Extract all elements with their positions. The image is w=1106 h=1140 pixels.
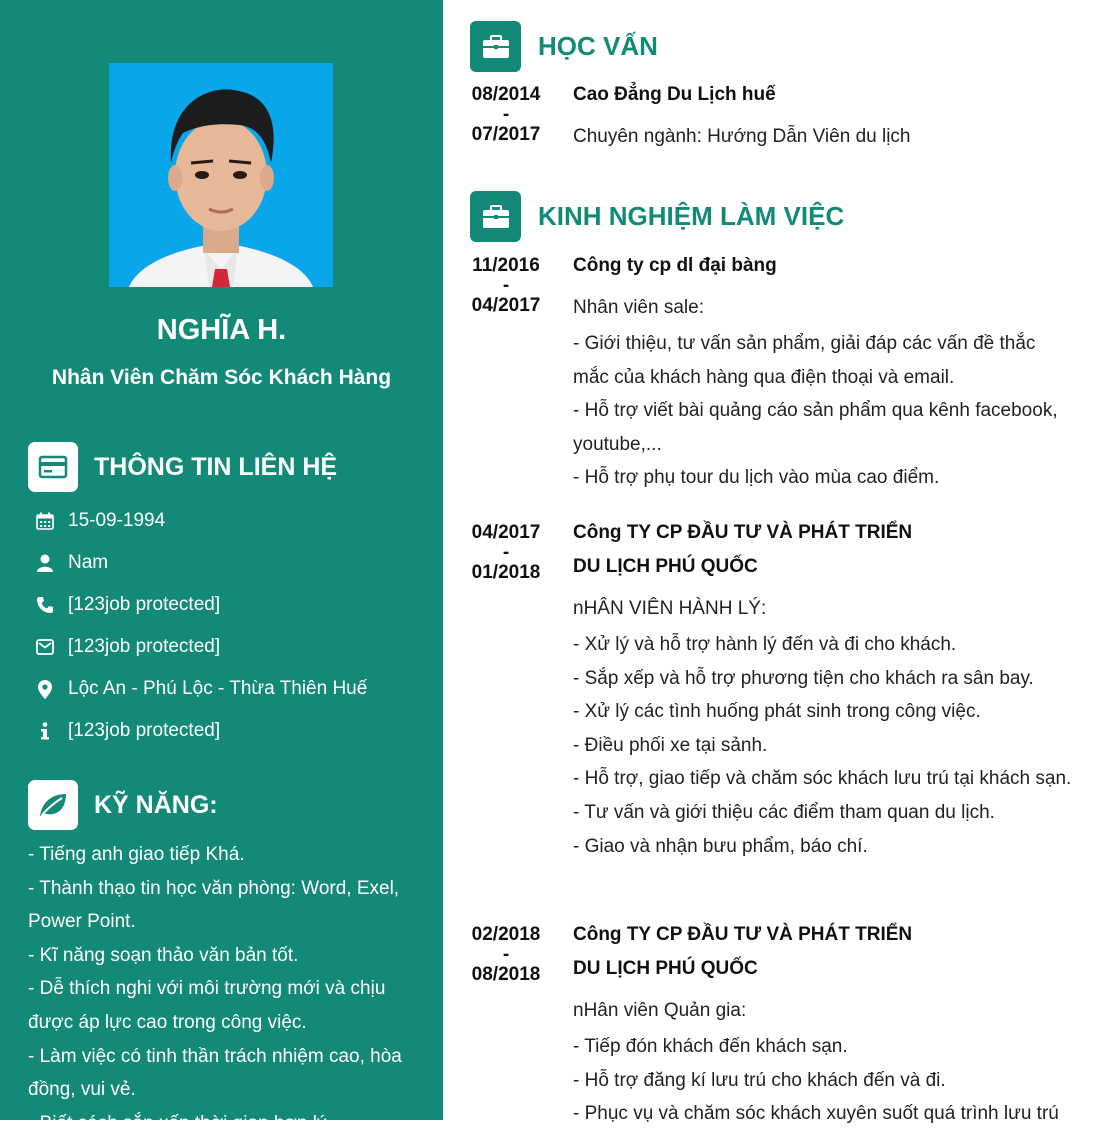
date-start: 08/2014 xyxy=(471,84,541,105)
contact-section-header xyxy=(28,442,337,492)
detail-item: - Giới thiệu, tư vấn sản phẩm, giải đáp các vấn đề thắc mắc của khách hàng qua điện thoại và email. xyxy=(573,333,1036,388)
entry-details xyxy=(573,994,1073,1131)
detail-item: - Phục vụ và chăm sóc khách xuyên suốt quá trình lưu trú xyxy=(573,1103,1059,1125)
skills-section-title: KỸ NĂNG: xyxy=(94,790,218,819)
position: nHân viên Quản gia: xyxy=(573,1000,747,1021)
detail-item: - Hỗ trợ viết bài quảng cáo sản phẩm qua kênh facebook, youtube,... xyxy=(573,400,1058,455)
detail-item: - Điều phối xe tại sảnh. xyxy=(573,734,768,756)
company-name: Công TY CP ĐẦU TƯ VÀ PHÁT TRIỂN DU LỊCH PHÚ QUỐC xyxy=(573,522,913,577)
skill-item: - Biết cách sắp xếp thời gian hợp lý. xyxy=(28,1112,332,1134)
skills-list xyxy=(28,838,428,1140)
calendar-icon xyxy=(32,508,58,534)
skill-item: - Thành thạo tin học văn phòng: Word, Exel, Power Point. xyxy=(28,877,400,933)
contact-address xyxy=(32,668,432,710)
date-separator: - xyxy=(502,542,510,563)
education-section-title: HỌC VẤN xyxy=(538,31,658,61)
contact-email xyxy=(32,626,432,668)
phone-icon xyxy=(32,592,58,618)
entry-dates xyxy=(470,925,542,985)
contact-text: [123job protected] xyxy=(68,720,221,741)
major: Chuyên ngành: Hướng Dẫn Viên du lịch xyxy=(573,126,911,147)
school-name: Cao Đẳng Du Lịch huế xyxy=(573,84,776,105)
detail-item: - Sắp xếp và hỗ trợ phương tiện cho khách ra sân bay. xyxy=(573,667,1034,689)
entry-dates xyxy=(470,523,542,583)
detail-item: - Tư vấn và giới thiệu các điểm tham quan du lịch. xyxy=(573,801,995,823)
detail-item: - Hỗ trợ phụ tour du lịch vào mùa cao điểm. xyxy=(573,467,940,489)
contact-section-title: THÔNG TIN LIÊN HỆ xyxy=(94,452,338,481)
entry-content xyxy=(573,516,933,584)
detail-item: - Hỗ trợ đăng kí lưu trú cho khách đến và đi. xyxy=(573,1069,946,1091)
date-separator: - xyxy=(502,104,510,125)
detail-item: - Giao và nhận bưu phẩm, báo chí. xyxy=(573,835,868,857)
position: Nhân viên sale: xyxy=(573,297,704,318)
experience-section-header xyxy=(470,191,844,242)
detail-item: - Xử lý và hỗ trợ hành lý đến và đi cho khách. xyxy=(573,634,957,655)
map-marker-icon xyxy=(32,676,58,702)
leaf-icon xyxy=(28,780,78,830)
entry-content xyxy=(573,918,933,986)
contact-text: [123job protected] xyxy=(68,636,221,657)
sidebar xyxy=(0,0,443,1134)
candidate-title: Nhân Viên Chăm Sóc Khách Hàng xyxy=(51,366,392,389)
position: nHÂN VIÊN HÀNH LÝ: xyxy=(573,598,767,619)
detail-item: - Hỗ trợ, giao tiếp và chăm sóc khách lưu trú tại khách sạn. xyxy=(573,768,1072,790)
entry-details xyxy=(573,592,1073,863)
date-end: 04/2017 xyxy=(471,295,541,316)
company-name: Công ty cp dl đại bàng xyxy=(573,255,777,276)
info-icon xyxy=(32,718,58,744)
contact-phone xyxy=(32,584,432,626)
skill-item: - Kĩ năng soạn thảo văn bản tốt. xyxy=(28,944,299,966)
skill-item: - Làm việc có tinh thần trách nhiệm cao, hòa đồng, vui vẻ. xyxy=(28,1045,402,1101)
date-end: 07/2017 xyxy=(471,124,541,145)
contact-text: [123job protected] xyxy=(68,594,221,615)
date-start: 02/2018 xyxy=(471,924,541,945)
entry-dates xyxy=(470,256,542,316)
contact-gender xyxy=(32,542,432,584)
skill-item: - Tiếng anh giao tiếp Khá. xyxy=(28,844,245,865)
skill-item: - Dễ thích nghi với môi trường mới và chịu được áp lực cao trong công việc. xyxy=(28,978,386,1033)
contact-info xyxy=(32,710,432,752)
date-end: 01/2018 xyxy=(471,562,541,583)
profile-photo xyxy=(109,63,333,287)
detail-item: - Tiếp đón khách đến khách sạn. xyxy=(573,1036,848,1057)
email-icon xyxy=(32,634,58,660)
main-content xyxy=(443,0,1106,1125)
entry-content xyxy=(573,78,1073,154)
entry-dates xyxy=(470,85,542,145)
experience-section-title: KINH NGHIỆM LÀM VIỆC xyxy=(538,201,845,231)
contact-list xyxy=(32,500,432,752)
candidate-name: NGHĨA H. xyxy=(156,314,287,346)
briefcase-icon xyxy=(470,21,521,72)
briefcase-icon xyxy=(470,191,521,242)
contact-card-icon xyxy=(28,442,78,492)
detail-item: - Xử lý các tình huống phát sinh trong công việc. xyxy=(573,701,981,723)
contact-text: Lộc An - Phú Lộc - Thừa Thiên Huế xyxy=(68,678,368,699)
contact-text: Nam xyxy=(68,552,109,573)
company-name: Công TY CP ĐẦU TƯ VÀ PHÁT TRIỂN DU LỊCH PHÚ QUỐC xyxy=(573,924,913,979)
skills-section-header xyxy=(28,780,218,830)
date-start: 04/2017 xyxy=(471,522,541,543)
user-icon xyxy=(32,550,58,576)
entry-content xyxy=(573,249,1073,495)
contact-birthdate xyxy=(32,500,432,542)
education-section-header xyxy=(470,21,658,72)
date-separator: - xyxy=(502,275,510,296)
date-separator: - xyxy=(502,944,510,965)
date-start: 11/2016 xyxy=(472,255,540,276)
date-end: 08/2018 xyxy=(471,964,541,985)
contact-text: 15-09-1994 xyxy=(68,510,166,531)
